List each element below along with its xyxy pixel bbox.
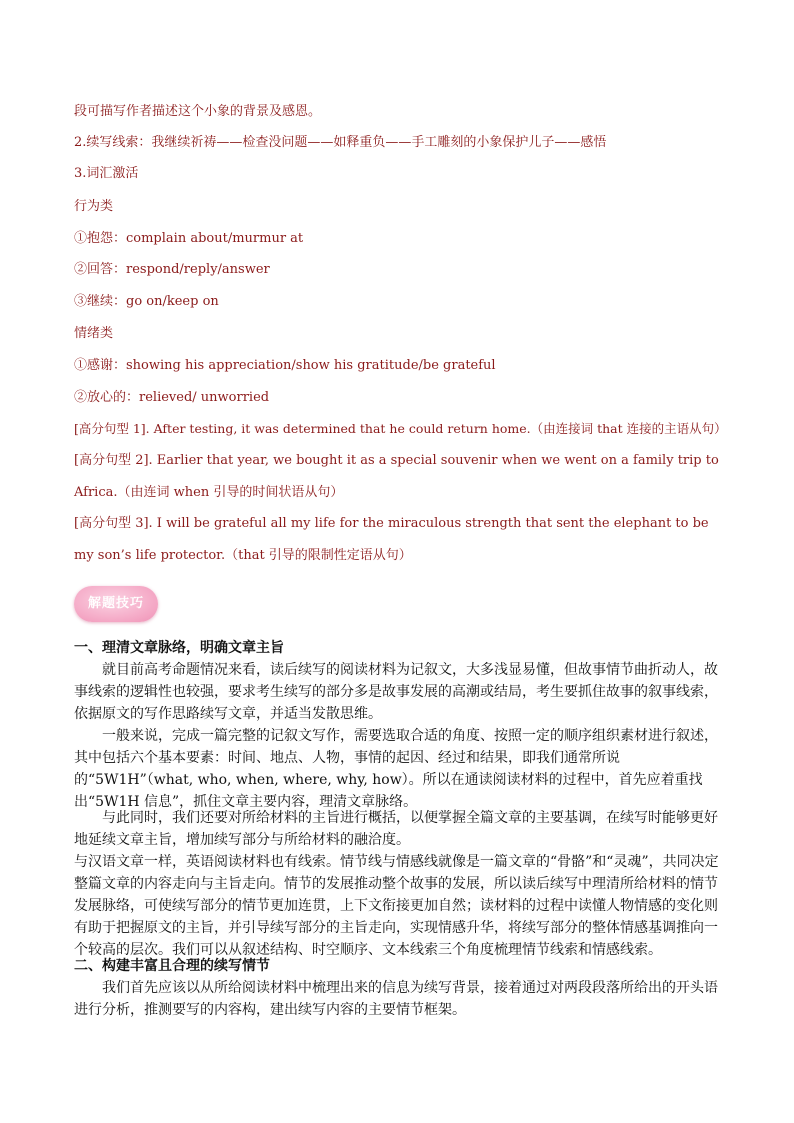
text-line: ③继续：go on/keep on bbox=[74, 294, 219, 309]
paragraph: 就目前高考命题情况来看，读后续写的阅读材料为记叙文，大多浅显易懂，但故事情节曲折动人，故事线索的逻辑性也较强，要求考生续写的部分多是故事发展的高潮或结局，考生要抓住故事的叙事线索，依据原文的写作思路续写文章，并适当发散思维。 bbox=[74, 662, 718, 722]
text-line: ②放心的：relieved/ unworried bbox=[74, 390, 270, 405]
section-heading: 一、理清文章脉络，明确文章主旨 bbox=[74, 640, 284, 656]
paragraph: 我们首先应该以从所给阅读材料中梳理出来的信息为续写背景，接着通过对两段段落所给出的开头语进行分析，推测要写的内容构，建出续写内容的主要情节框架。 bbox=[74, 980, 718, 1018]
tips-badge-label: 解题技巧 bbox=[87, 596, 144, 611]
paragraph: 一般来说，完成一篇完整的记叙文写作，需要选取合适的角度、按照一定的顺序组织素材进行叙述，其中包括六个基本要素：时间、地点、人物，事情的起因、经过和结果，即我们通常所说的“5W1H”（what, who, when, where, why, how）。所以在通读阅读材料的过程中，首先应着重找出“5W1H 信息”，抓住文章主要内容，理清文章脉络。 bbox=[74, 728, 718, 810]
sentence-pattern-3: [高分句型 3]. I will be grateful all my life for the miraculous strength that sent the elephant to be my son’s life protector.（that 引导的限制性定语从句） bbox=[74, 516, 709, 563]
text-line: 段可描写作者描述这个小象的背景及感恩。 bbox=[74, 104, 322, 119]
text-line: ②回答：respond/reply/answer bbox=[74, 262, 270, 277]
sentence-pattern-2: [高分句型 2]. Earlier that year, we bought it as a special souvenir when we went on a family trip to Africa.（由连词 when 引导的时间状语从句） bbox=[74, 453, 719, 500]
section-heading: 二、构建丰富且合理的续写情节 bbox=[74, 958, 270, 974]
text-line: 行为类 bbox=[74, 199, 114, 214]
paragraph: 与汉语文章一样，英语阅读材料也有线索。情节线与情感线就像是一篇文章的“骨骼”和“灵魂”，共同决定整篇文章的内容走向与主旨走向。情节的发展推动整个故事的发展，所以读后续写中理清所给材料的情节发展脉络，可使续写部分的情节更加连贯，上下文衔接更加自然；读材料的过程中读懂人物情感的变化则有助于把握原文的主旨，并引导续写部分的主旨走向，实现情感升华，将续写部分的整体情感基调推向一个较高的层次。我们可以从叙述结构、时空顺序、文本线索三个角度梳理情节线索和情感线索。 bbox=[74, 854, 719, 958]
paragraph: 与此同时，我们还要对所给材料的主旨进行概括，以便掌握全篇文章的主要基调，在续写时能够更好地延续文章主旨，增加续写部分与所给材料的融洽度。 bbox=[74, 810, 718, 848]
text-line: 3.词汇激活 bbox=[74, 166, 139, 181]
text-line: ①抱怨：complain about/murmur at bbox=[74, 231, 304, 246]
text-line: 2.续写线索：我继续祈祷——检查没问题——如释重负——手工雕刻的小象保护儿子——感悟 bbox=[74, 135, 607, 150]
text-line: 情绪类 bbox=[74, 326, 114, 341]
tips-badge bbox=[74, 586, 158, 622]
text-line: [高分句型 1]. After testing, it was determined that he could return home.（由连接词 that 连接的主语从句） bbox=[74, 421, 727, 436]
text-line: ①感谢：showing his appreciation/show his gratitude/be grateful bbox=[74, 358, 496, 373]
